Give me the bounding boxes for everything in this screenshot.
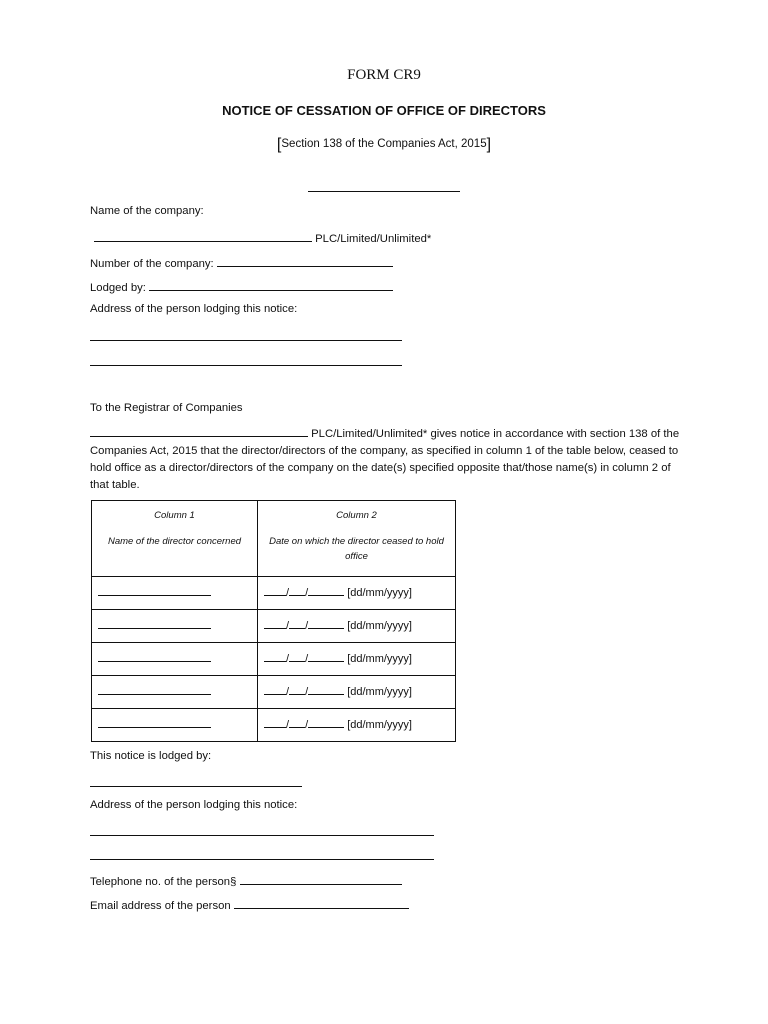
lodger-address-label: Address of the person lodging this notice:	[90, 303, 298, 315]
notice-text: gives notice in accordance with section 138 of the Companies Act, 2015 that the director/directors of the company, as specified in column 1 of the table below, ceased to hold office as a director/directors of the company on the date(s) specified opposite that/those name(s) in column 2 of that table.	[90, 428, 680, 491]
date-format-hint: [dd/mm/yyyy]	[347, 653, 412, 665]
table-header-row	[92, 501, 456, 577]
lodged-by-label: Lodged by:	[90, 282, 146, 294]
company-number-row	[90, 255, 393, 270]
company-name-row	[90, 230, 431, 245]
telephone-blank[interactable]	[240, 873, 402, 885]
cessation-date-cell[interactable]: / / [dd/mm/yyyy]	[258, 676, 456, 709]
director-name-blank[interactable]	[98, 686, 211, 695]
table-row	[92, 709, 456, 742]
director-name-cell[interactable]	[92, 610, 258, 643]
table-row	[92, 676, 456, 709]
column-1-header	[92, 501, 258, 577]
email-label: Email address of the person	[90, 900, 231, 912]
footer-address-label: Address of the person lodging this notice:	[90, 799, 298, 811]
lodged-by-row	[90, 279, 393, 294]
company-name-blank[interactable]	[94, 230, 312, 242]
director-name-blank[interactable]	[98, 653, 211, 662]
cessation-date-cell[interactable]: / / [dd/mm/yyyy]	[258, 709, 456, 742]
email-row	[90, 897, 409, 912]
telephone-label: Telephone no. of the person§	[90, 876, 237, 888]
company-number-label: Number of the company:	[90, 258, 214, 270]
footer-address-line-2[interactable]	[90, 859, 434, 860]
form-number: FORM CR9	[347, 67, 421, 83]
footer-address-line-1[interactable]	[90, 835, 434, 836]
cessation-date-cell[interactable]: / / [dd/mm/yyyy]	[258, 610, 456, 643]
lodger-address-line-2[interactable]	[90, 365, 402, 366]
director-name-blank[interactable]	[98, 719, 211, 728]
notice-paragraph	[90, 426, 680, 494]
director-name-blank[interactable]	[98, 587, 211, 596]
lodged-by-footer-line[interactable]	[90, 786, 302, 787]
cessation-date-cell[interactable]: / / [dd/mm/yyyy]	[258, 643, 456, 676]
telephone-row	[90, 873, 402, 888]
director-name-cell[interactable]	[92, 709, 258, 742]
director-name-cell[interactable]	[92, 643, 258, 676]
section-reference: [Section 138 of the Companies Act, 2015]	[276, 136, 492, 153]
column-2-header	[258, 501, 456, 577]
column-2-description: Date on which the director ceased to hold office	[269, 536, 444, 562]
directors-table	[91, 500, 456, 742]
column-2-title: Column 2	[336, 510, 377, 521]
company-name-label: Name of the company:	[90, 205, 204, 217]
table-row	[92, 577, 456, 610]
director-name-cell[interactable]	[92, 676, 258, 709]
column-1-title: Column 1	[154, 510, 195, 521]
registrar-salutation: To the Registrar of Companies	[90, 402, 243, 414]
date-format-hint: [dd/mm/yyyy]	[347, 620, 412, 632]
date-format-hint: [dd/mm/yyyy]	[347, 719, 412, 731]
registrar-company-type: PLC/Limited/Unlimited*	[311, 428, 428, 440]
date-blank-line[interactable]	[308, 191, 460, 192]
table-row	[92, 643, 456, 676]
registrar-company-blank[interactable]	[90, 426, 308, 437]
lodged-by-footer-label: This notice is lodged by:	[90, 750, 212, 762]
date-format-hint: [dd/mm/yyyy]	[347, 587, 412, 599]
column-1-description: Name of the director concerned	[107, 536, 242, 547]
table-row	[92, 610, 456, 643]
cessation-date-cell[interactable]: / / [dd/mm/yyyy]	[258, 577, 456, 610]
section-reference-text: Section 138 of the Companies Act, 2015	[281, 138, 487, 150]
director-name-blank[interactable]	[98, 620, 211, 629]
company-number-blank[interactable]	[217, 255, 393, 267]
lodger-address-line-1[interactable]	[90, 340, 402, 341]
director-name-cell[interactable]	[92, 577, 258, 610]
company-type-suffix: PLC/Limited/Unlimited*	[315, 233, 432, 245]
lodged-by-blank[interactable]	[149, 279, 393, 291]
form-title: NOTICE OF CESSATION OF OFFICE OF DIRECTORS	[222, 103, 546, 118]
email-blank[interactable]	[234, 897, 409, 909]
date-format-hint: [dd/mm/yyyy]	[347, 686, 412, 698]
